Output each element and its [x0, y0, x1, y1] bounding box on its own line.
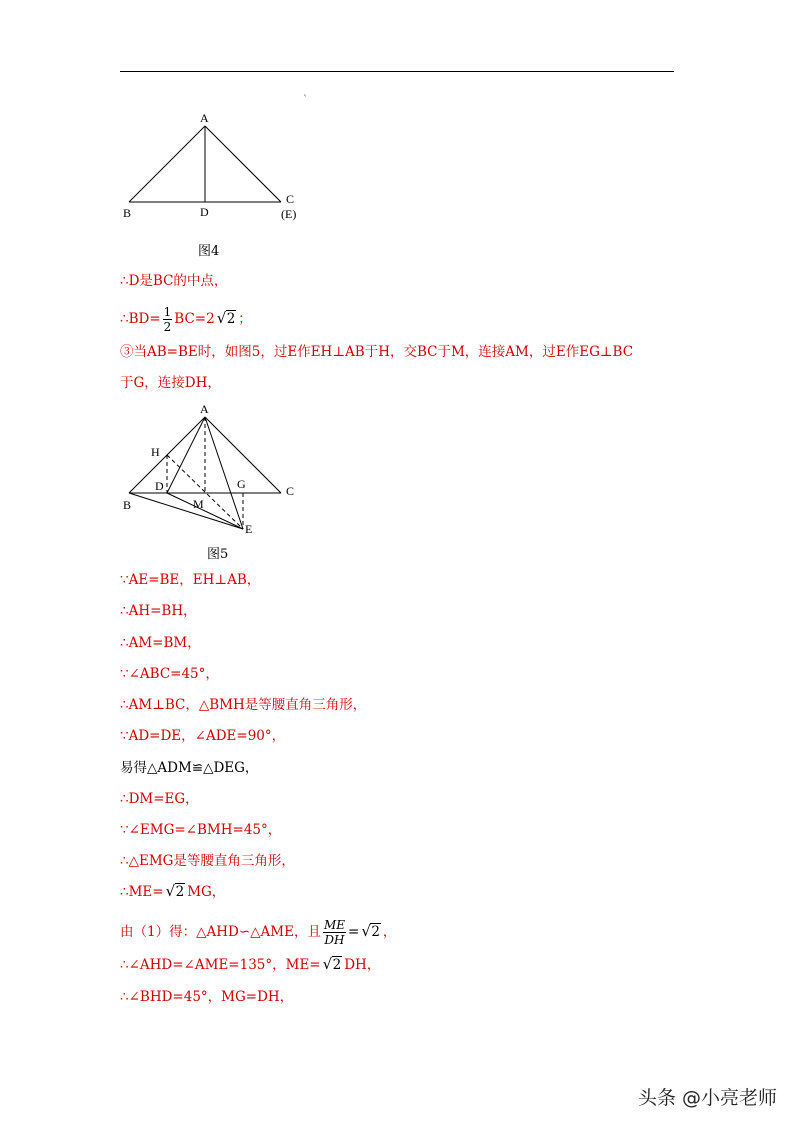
text-line-15: ∴ME= √ 2 MG，	[120, 882, 226, 900]
label-a: A	[200, 402, 209, 416]
label-e: (E)	[281, 207, 297, 221]
text-line-9: ∴AM⊥BC，△BMH是等腰直角三角形，	[120, 697, 367, 713]
figure-5-caption: 图5	[207, 547, 229, 562]
text-line-14: ∴△EMG是等腰直角三角形，	[120, 853, 295, 869]
label-d: D	[200, 205, 209, 219]
text-line-12: ∴DM=EG，	[120, 791, 199, 807]
label-m: M	[193, 497, 204, 511]
fraction-me-dh: $\frac{ME}{DH}$	[323, 918, 345, 947]
text-line-8: ∵∠ABC=45°，	[120, 666, 219, 682]
segment-ad	[167, 417, 205, 493]
text-line-10: ∵AD=DE，∠ADE=90°，	[120, 728, 286, 744]
label-a: A	[200, 111, 209, 125]
text-line-17: ∴∠AHD=∠AME=135°，ME= √ 2 DH，	[120, 955, 381, 973]
segment-be	[129, 493, 243, 529]
sqrt-symbol: √ 2	[165, 882, 185, 900]
text-line-6: ∴AH=BH，	[120, 603, 197, 619]
sqrt-symbol: √ 2	[216, 309, 236, 327]
sqrt-symbol: √ 2	[361, 922, 380, 940]
header-rule	[120, 71, 674, 72]
text-line-11: 易得△ADM≌△DEG，	[120, 760, 259, 776]
segment-ac	[205, 126, 281, 202]
text-line-18: ∴∠BHD=45°，MG=DH，	[120, 989, 294, 1005]
label-e: E	[245, 522, 253, 536]
label-b: B	[123, 206, 132, 220]
fraction-one-half: $\frac{1}{2}$	[163, 305, 172, 334]
text-line-5: ∵AE=BE，EH⊥AB，	[120, 572, 261, 588]
figure-5	[115, 400, 315, 540]
text-line-7: ∴AM=BM，	[120, 635, 201, 651]
label-c: C	[286, 192, 295, 206]
segment-de	[167, 493, 243, 529]
label-h: H	[151, 445, 160, 459]
label-b: B	[123, 498, 132, 512]
segment-ae	[205, 417, 243, 529]
text-line-2: ∴BD= $\frac{1}{2}$ BC=2 √ 2 ；	[120, 305, 252, 334]
text-line-1: ∴D是BC的中点，	[120, 273, 228, 289]
text-line-16: 由（1）得：△AHD∽△AME，且 $\frac{ME}{DH}$ = √ 2 ，	[120, 918, 397, 947]
text-line-4: 于G，连接DH，	[120, 375, 221, 391]
stray-mark: ˋ	[303, 95, 308, 106]
label-g: G	[237, 477, 246, 491]
figure-4	[115, 105, 315, 225]
text-line-13: ∵∠EMG=∠BMH=45°，	[120, 822, 282, 838]
text-line-3: ③当AB=BE时，如图5，过E作EH⊥AB于H，交BC于M，连接AM，过E作EG⊥BC	[120, 344, 634, 360]
segment-ab	[129, 126, 205, 202]
watermark: 头条 @小亮老师	[637, 1087, 777, 1109]
figure-4-caption: 图4	[198, 244, 220, 259]
label-c: C	[286, 484, 295, 498]
label-d: D	[155, 479, 164, 493]
sqrt-symbol: √ 2	[322, 955, 342, 973]
